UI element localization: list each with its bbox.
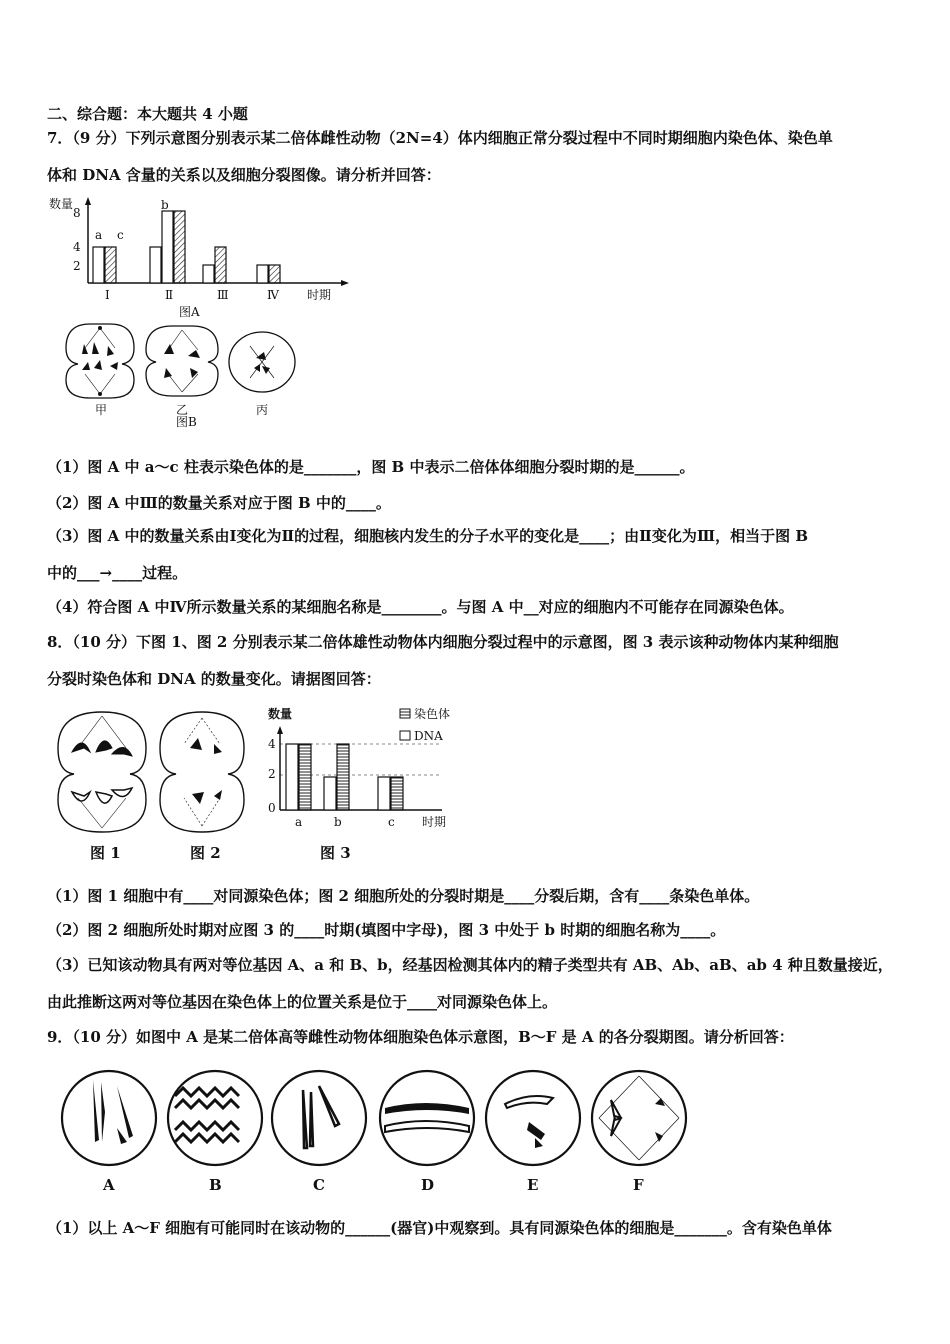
fig3-ytick-0: 0 — [268, 801, 276, 815]
fig3-bar-chromosome-b — [324, 777, 336, 810]
figa-xlabel: 时期 — [307, 288, 332, 302]
cell-label-b: B — [209, 1176, 222, 1194]
fig3-legend-chromosome: 染色体 — [414, 707, 451, 721]
figa-ytick-4: 4 — [73, 240, 81, 254]
q7-sub3-line1: （3）图 A 中的数量关系由Ⅰ变化为Ⅱ的过程，细胞核内发生的分子水平的变化是____；由Ⅱ变化为Ⅲ，相当于图 B — [47, 527, 808, 545]
fig3-ylabel: 数量 — [268, 707, 293, 721]
figa-bar-c-3 — [215, 247, 226, 283]
q8-sub3-line2: 由此推断这两对等位基因在染色体上的位置关系是位于____对同源染色体上。 — [47, 993, 558, 1011]
cell-c — [272, 1071, 366, 1165]
fig3-legend-swatch-dna — [400, 731, 410, 740]
fig3-ytick-4: 4 — [268, 737, 276, 751]
q8-sub3-line1: （3）已知该动物具有两对等位基因 A、a 和 B、b，经基因检测其体内的精子类型共有 AB、Ab、aB、ab 4 种且数量接近， — [47, 956, 893, 974]
q7-stem-line1: 7．（9 分）下列示意图分别表示某二倍体雌性动物（2N=4）体内细胞正常分裂过程中不同时期细胞内染色体、染色单 — [47, 129, 833, 147]
fig3-caption: 图 3 — [320, 844, 351, 862]
figures-1-2-cells — [52, 708, 262, 866]
figa-bars — [93, 211, 280, 283]
figa-period-4: Ⅳ — [267, 288, 279, 302]
figa-caption: 图A — [179, 305, 200, 319]
figa-bar-c-1 — [105, 247, 116, 283]
fig2-cell — [160, 712, 244, 832]
cell-b — [168, 1071, 262, 1165]
figa-bar-a-1 — [93, 247, 104, 283]
figa-bar-c-2 — [174, 211, 185, 283]
figa-bar-b-2 — [162, 211, 173, 283]
cell-jia-label: 甲 — [95, 403, 108, 417]
cell-label-f: F — [633, 1176, 644, 1194]
cell-label-e: E — [527, 1176, 539, 1194]
cell-label-d: D — [421, 1176, 435, 1194]
fig1-cell — [58, 712, 146, 832]
q7-sub4: （4）符合图 A 中Ⅳ所示数量关系的某细胞名称是________。与图 A 中__对应的细胞内不可能存在同源染色体。 — [47, 598, 794, 616]
figure-3-bar-chart — [262, 702, 472, 866]
cell-bing — [229, 332, 295, 392]
q9-stem: 9．（10 分）如图中 A 是某二倍体高等雌性动物体细胞染色体示意图，B～F 是 A 的各分裂期图。请分析回答： — [47, 1028, 794, 1046]
cell-d — [380, 1071, 474, 1165]
q8-stem-line2: 分裂时染色体和 DNA 的数量变化。请据图回答： — [47, 670, 381, 688]
figa-bar-a-3 — [203, 265, 214, 283]
figure-q9-cells — [55, 1068, 695, 1196]
figa-ylabel: 数量 — [49, 197, 74, 211]
fig3-bars — [286, 744, 403, 810]
fig1-caption: 图 1 — [90, 844, 121, 862]
figa-ytick-2: 2 — [73, 259, 81, 273]
figa-bar-label-c: c — [117, 228, 124, 242]
fig3-period-b: b — [334, 815, 342, 829]
figa-bar-a-2 — [150, 247, 161, 283]
q9-sub1: （1）以上 A～F 细胞有可能同时在该动物的______(器官)中观察到。具有同源染色体的细胞是_______。含有染色单体 — [47, 1219, 832, 1237]
q7-sub3-line2: 中的___→____过程。 — [47, 564, 188, 582]
figa-bar-label-b: b — [161, 198, 169, 212]
cell-label-c: C — [313, 1176, 325, 1194]
fig3-bar-dna-c — [391, 777, 403, 810]
fig3-period-c: c — [388, 815, 395, 829]
figa-period-3: Ⅲ — [217, 288, 229, 302]
figa-period-2: Ⅱ — [165, 288, 174, 302]
figa-bar-a-4 — [257, 265, 268, 283]
fig3-ytick-2: 2 — [268, 767, 276, 781]
figa-bar-label-a: a — [95, 228, 103, 242]
cell-bing-label: 丙 — [256, 403, 269, 417]
q7-sub1: （1）图 A 中 a～c 柱表示染色体的是_______，图 B 中表示二倍体体细胞分裂时期的是______。 — [47, 458, 695, 476]
figa-ytick-8: 8 — [73, 206, 81, 220]
fig3-period-a: a — [295, 815, 303, 829]
figa-bar-c-4 — [269, 265, 280, 283]
fig3-y-arrow — [277, 726, 283, 734]
fig3-bar-chromosome-a — [286, 744, 298, 810]
cell-label-a: A — [103, 1176, 115, 1194]
fig3-legend-dna: DNA — [414, 729, 443, 743]
figa-period-1: Ⅰ — [105, 288, 110, 302]
cell-f — [592, 1071, 686, 1165]
q8-sub2: （2）图 2 细胞所处时期对应图 3 的____时期(填图中字母)，图 3 中处于 b 时期的细胞名称为____。 — [47, 921, 726, 939]
q8-sub1: （1）图 1 细胞中有____对同源染色体；图 2 细胞所处的分裂时期是____分裂后期，含有____条染色单体。 — [47, 887, 760, 905]
q7-sub2: （2）图 A 中Ⅲ的数量关系对应于图 B 中的____。 — [47, 494, 391, 512]
figure-a-bar-chart — [45, 195, 355, 320]
cell-e — [486, 1071, 580, 1165]
section-title: 二、综合题：本大题共 4 小题 — [47, 105, 248, 123]
fig3-bar-chromosome-c — [378, 777, 390, 810]
fig3-bar-dna-a — [299, 744, 311, 810]
cell-jia — [66, 324, 134, 398]
figure-b-cells — [60, 318, 305, 428]
q7-stem-line2: 体和 DNA 含量的关系以及细胞分裂图像。请分析并回答： — [47, 166, 441, 184]
fig2-caption: 图 2 — [190, 844, 221, 862]
fig3-xlabel: 时期 — [422, 815, 447, 829]
fig3-bar-dna-b — [337, 744, 349, 810]
q8-stem-line1: 8．（10 分）下图 1、图 2 分别表示某二倍体雄性动物体内细胞分裂过程中的示意图，图 3 表示该种动物体内某种细胞 — [47, 633, 839, 651]
figa-x-arrow — [341, 280, 349, 286]
fig3-legend-swatch-chromosome — [400, 709, 410, 718]
cell-yi-label: 乙 — [176, 403, 189, 417]
cell-a — [62, 1071, 156, 1165]
figb-caption: 图B — [176, 415, 197, 428]
figa-y-arrow — [85, 197, 91, 205]
cell-yi — [146, 326, 218, 396]
